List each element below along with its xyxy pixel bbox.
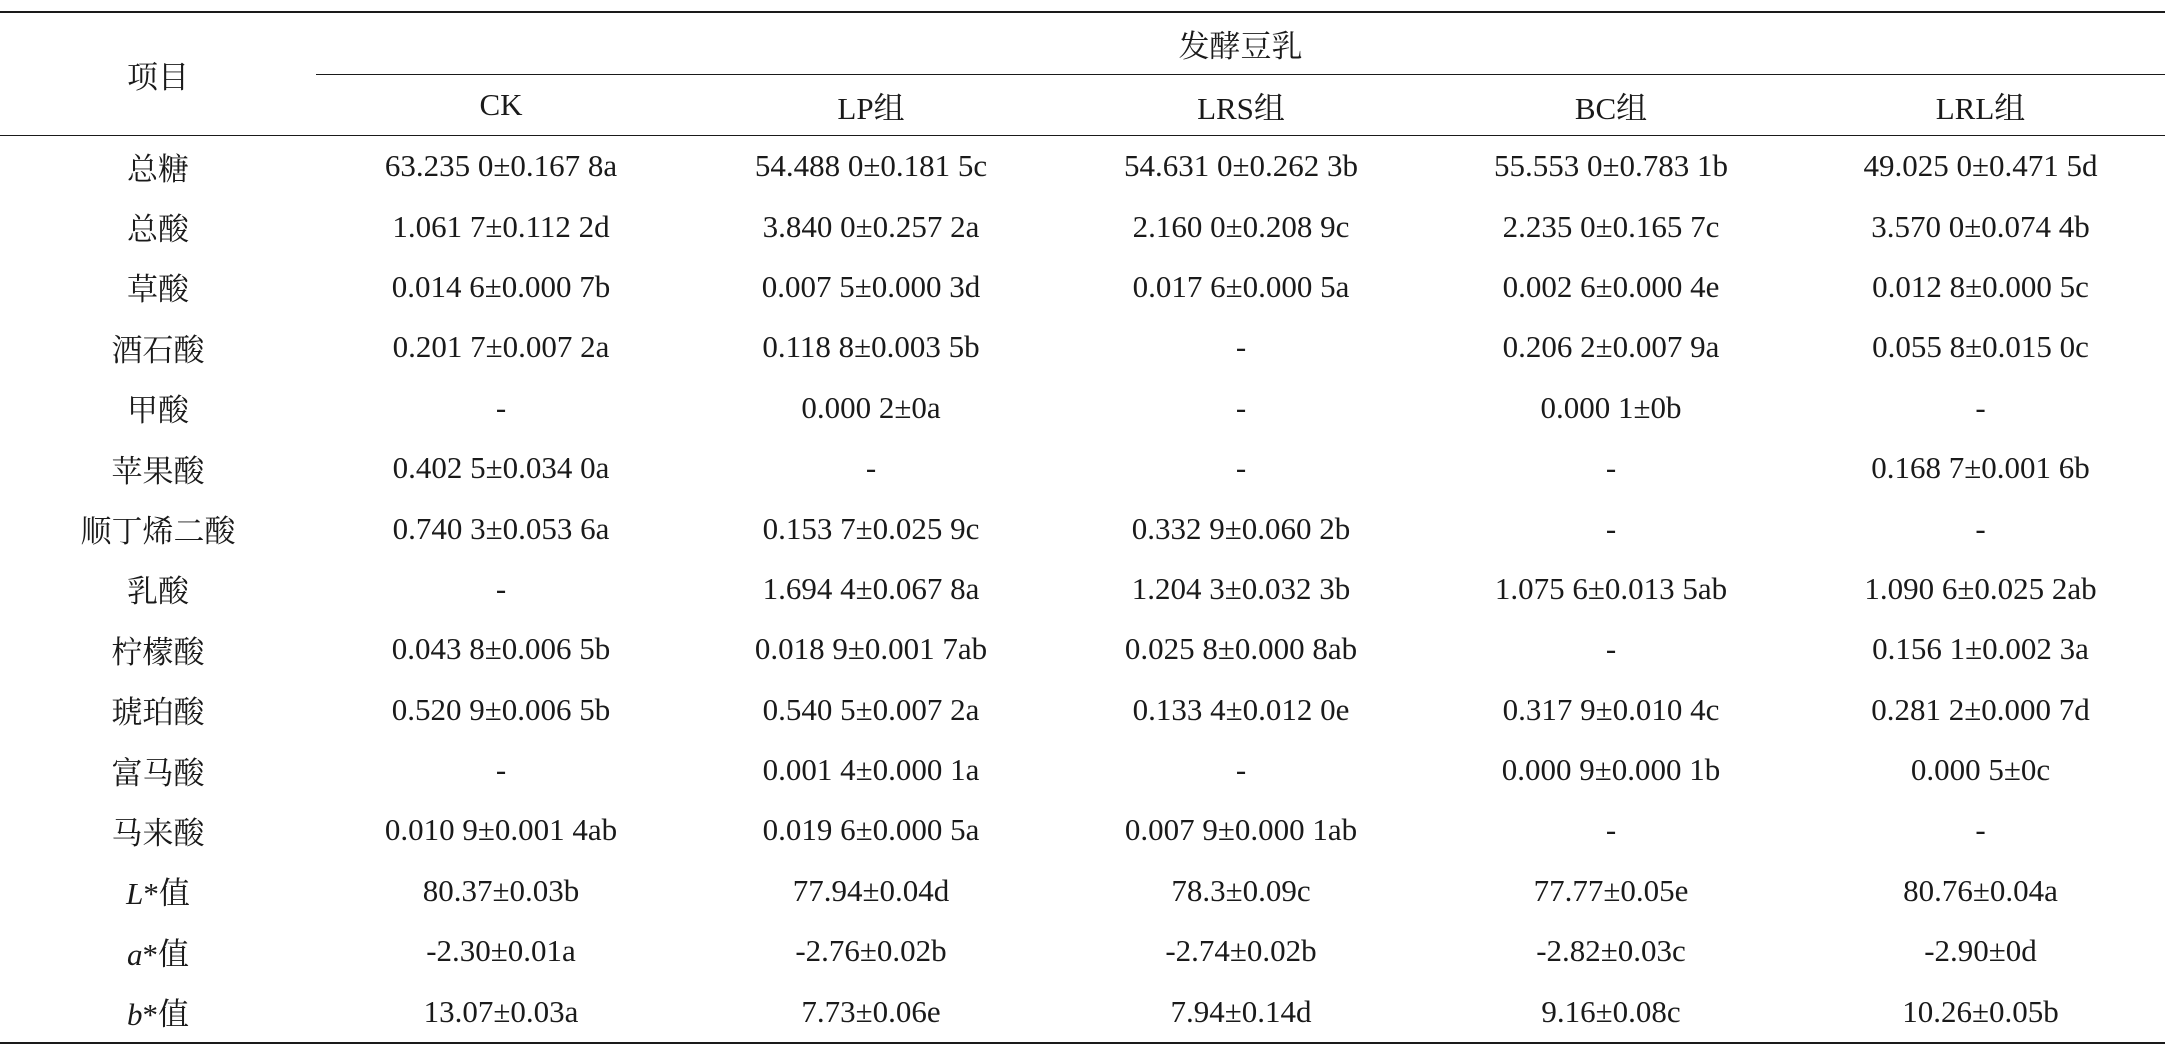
table-cell: 1.204 3±0.032 3b xyxy=(1131,570,1351,606)
table-cell: 10.26±0.05b xyxy=(1902,993,2059,1029)
row-label-suffix: *值 xyxy=(142,936,189,972)
table-cell: - xyxy=(1235,389,1247,425)
table-cell: 1.694 4±0.067 8a xyxy=(762,570,980,606)
table-cell: 80.76±0.04a xyxy=(1903,872,2058,908)
table-cell: 0.118 8±0.003 5b xyxy=(762,329,980,365)
table-cell: 0.317 9±0.010 4c xyxy=(1502,691,1720,727)
table-cell: - xyxy=(865,450,877,486)
row-label: 总糖 xyxy=(127,151,189,187)
row-label: 甲酸 xyxy=(127,393,189,429)
table-cell: - xyxy=(1605,812,1617,848)
table-cell: 0.018 9±0.001 7ab xyxy=(754,631,988,667)
table-row xyxy=(0,136,2165,197)
table-cell: 77.94±0.04d xyxy=(792,872,950,908)
row-label: 草酸 xyxy=(127,272,189,308)
row-label: 苹果酸 xyxy=(111,453,205,489)
table-cell: 0.017 6±0.000 5a xyxy=(1132,268,1350,304)
column-header-bc: BC组 xyxy=(1574,90,1648,126)
table-row xyxy=(0,981,2165,1042)
table-cell: -2.90±0d xyxy=(1924,933,2037,969)
table-row xyxy=(0,438,2165,498)
row-label: 酒石酸 xyxy=(111,332,205,368)
table-cell: 9.16±0.08c xyxy=(1541,993,1681,1029)
table-cell: 0.133 4±0.012 0e xyxy=(1132,691,1350,727)
table-row xyxy=(0,317,2165,377)
table-cell: 13.07±0.03a xyxy=(423,993,579,1029)
table-cell: 0.000 9±0.000 1b xyxy=(1501,752,1721,788)
table-cell: - xyxy=(1975,510,1986,546)
table-cell: 0.002 6±0.000 4e xyxy=(1502,268,1720,304)
row-label-variable: b xyxy=(127,997,143,1033)
table-cell: - xyxy=(1605,450,1617,486)
row-label: 琥珀酸 xyxy=(111,695,205,731)
table-cell: 0.007 9±0.000 1ab xyxy=(1124,812,1358,848)
column-header-lp: LP组 xyxy=(837,90,905,126)
table-cell: 0.000 5±0c xyxy=(1910,752,2051,788)
table-cell: 0.156 1±0.002 3a xyxy=(1872,631,2089,667)
table-cell: 54.488 0±0.181 5c xyxy=(754,148,988,184)
table-cell: 55.553 0±0.783 1b xyxy=(1493,148,1728,184)
column-header-ck: CK xyxy=(479,87,523,122)
item-column-header: 项目 xyxy=(127,59,189,95)
table-cell: 54.631 0±0.262 3b xyxy=(1123,148,1358,184)
row-label xyxy=(0,861,316,921)
column-header-lrl: LRL组 xyxy=(1935,90,2026,126)
table-row xyxy=(0,498,2165,558)
row-label: 总酸 xyxy=(127,212,189,248)
table-row xyxy=(0,861,2165,921)
table-cell: 3.570 0±0.074 4b xyxy=(1871,208,2090,244)
table-cell: - xyxy=(1235,450,1247,486)
row-label-suffix: *值 xyxy=(143,876,190,912)
table-row xyxy=(0,921,2165,981)
table-cell: - xyxy=(1975,812,1986,848)
row-label: 乳酸 xyxy=(127,574,189,610)
table-cell: 77.77±0.05e xyxy=(1533,872,1689,908)
table-cell: - xyxy=(1605,510,1617,546)
table-cell: -2.30±0.01a xyxy=(426,933,576,969)
table-row xyxy=(0,619,2165,679)
row-label xyxy=(0,921,316,981)
header-row-columns xyxy=(0,75,2165,136)
table-cell: 7.73±0.06e xyxy=(801,993,941,1029)
row-label-suffix: *值 xyxy=(142,997,189,1033)
table-cell: 0.000 2±0a xyxy=(801,389,941,425)
table-cell: 0.019 6±0.000 5a xyxy=(762,812,980,848)
table-cell: 0.402 5±0.034 0a xyxy=(392,450,610,486)
table-cell: 0.012 8±0.000 5c xyxy=(1872,268,2089,304)
table-cell: 1.090 6±0.025 2ab xyxy=(1864,570,2097,606)
table-cell: 0.520 9±0.006 5b xyxy=(391,691,611,727)
table-cell: - xyxy=(495,389,507,425)
table-row xyxy=(0,680,2165,740)
table-cell: 80.37±0.03b xyxy=(422,872,580,908)
table-cell: 0.000 1±0b xyxy=(1540,389,1682,425)
table-cell: -2.74±0.02b xyxy=(1165,933,1317,969)
table-row xyxy=(0,800,2165,860)
table-cell: 0.007 5±0.000 3d xyxy=(761,268,981,304)
table-cell: 7.94±0.14d xyxy=(1170,993,1312,1029)
table-cell: 78.3±0.09c xyxy=(1171,872,1311,908)
table-cell: 2.235 0±0.165 7c xyxy=(1502,208,1720,244)
table-cell: 0.740 3±0.053 6a xyxy=(392,510,610,546)
table-cell: - xyxy=(495,570,507,606)
table-cell: - xyxy=(1975,389,1986,425)
table-cell: 0.043 8±0.006 5b xyxy=(391,631,611,667)
table-body xyxy=(0,136,2165,1043)
table-cell: 0.001 4±0.000 1a xyxy=(762,752,980,788)
table-cell: 2.160 0±0.208 9c xyxy=(1132,208,1350,244)
table-row xyxy=(0,257,2165,317)
table-cell: - xyxy=(1605,631,1617,667)
header-row-group xyxy=(0,12,2165,75)
data-table xyxy=(0,11,2165,1044)
table-row xyxy=(0,196,2165,256)
table-cell: 0.055 8±0.015 0c xyxy=(1872,329,2089,365)
group-header: 发酵豆乳 xyxy=(316,12,2165,75)
row-label: 柠檬酸 xyxy=(111,634,205,670)
table-cell: - xyxy=(1235,329,1247,365)
table-cell: 0.014 6±0.000 7b xyxy=(391,268,611,304)
table-cell: 0.010 9±0.001 4ab xyxy=(384,812,618,848)
table-cell: -2.82±0.03c xyxy=(1536,933,1686,969)
table-row xyxy=(0,740,2165,800)
table-cell: -2.76±0.02b xyxy=(795,933,947,969)
table-cell: 49.025 0±0.471 5d xyxy=(1863,148,2098,184)
table-cell: 1.061 7±0.112 2d xyxy=(392,208,610,244)
row-label-variable: L xyxy=(126,876,144,912)
table-cell: 0.201 7±0.007 2a xyxy=(392,329,610,365)
row-label: 马来酸 xyxy=(111,815,205,851)
table-cell: - xyxy=(1235,752,1247,788)
table-cell: 0.168 7±0.001 6b xyxy=(1871,450,2090,486)
table-row xyxy=(0,378,2165,438)
table-cell: 3.840 0±0.257 2a xyxy=(762,208,980,244)
table-cell: 0.206 2±0.007 9a xyxy=(1502,329,1720,365)
row-label xyxy=(0,981,316,1042)
table-cell: - xyxy=(495,752,507,788)
column-header-lrs: LRS组 xyxy=(1197,90,1285,126)
table-cell: 1.075 6±0.013 5ab xyxy=(1494,570,1728,606)
table-cell: 63.235 0±0.167 8a xyxy=(384,148,618,184)
table-cell: 0.153 7±0.025 9c xyxy=(762,510,980,546)
table-cell: 0.540 5±0.007 2a xyxy=(762,691,980,727)
row-label-variable: a xyxy=(127,936,143,972)
row-label: 顺丁烯二酸 xyxy=(80,514,236,550)
table-cell: 0.281 2±0.000 7d xyxy=(1871,691,2090,727)
table-cell: 0.332 9±0.060 2b xyxy=(1131,510,1351,546)
row-label: 富马酸 xyxy=(111,755,205,791)
table-cell: 0.025 8±0.000 8ab xyxy=(1124,631,1358,667)
table-row xyxy=(0,559,2165,619)
